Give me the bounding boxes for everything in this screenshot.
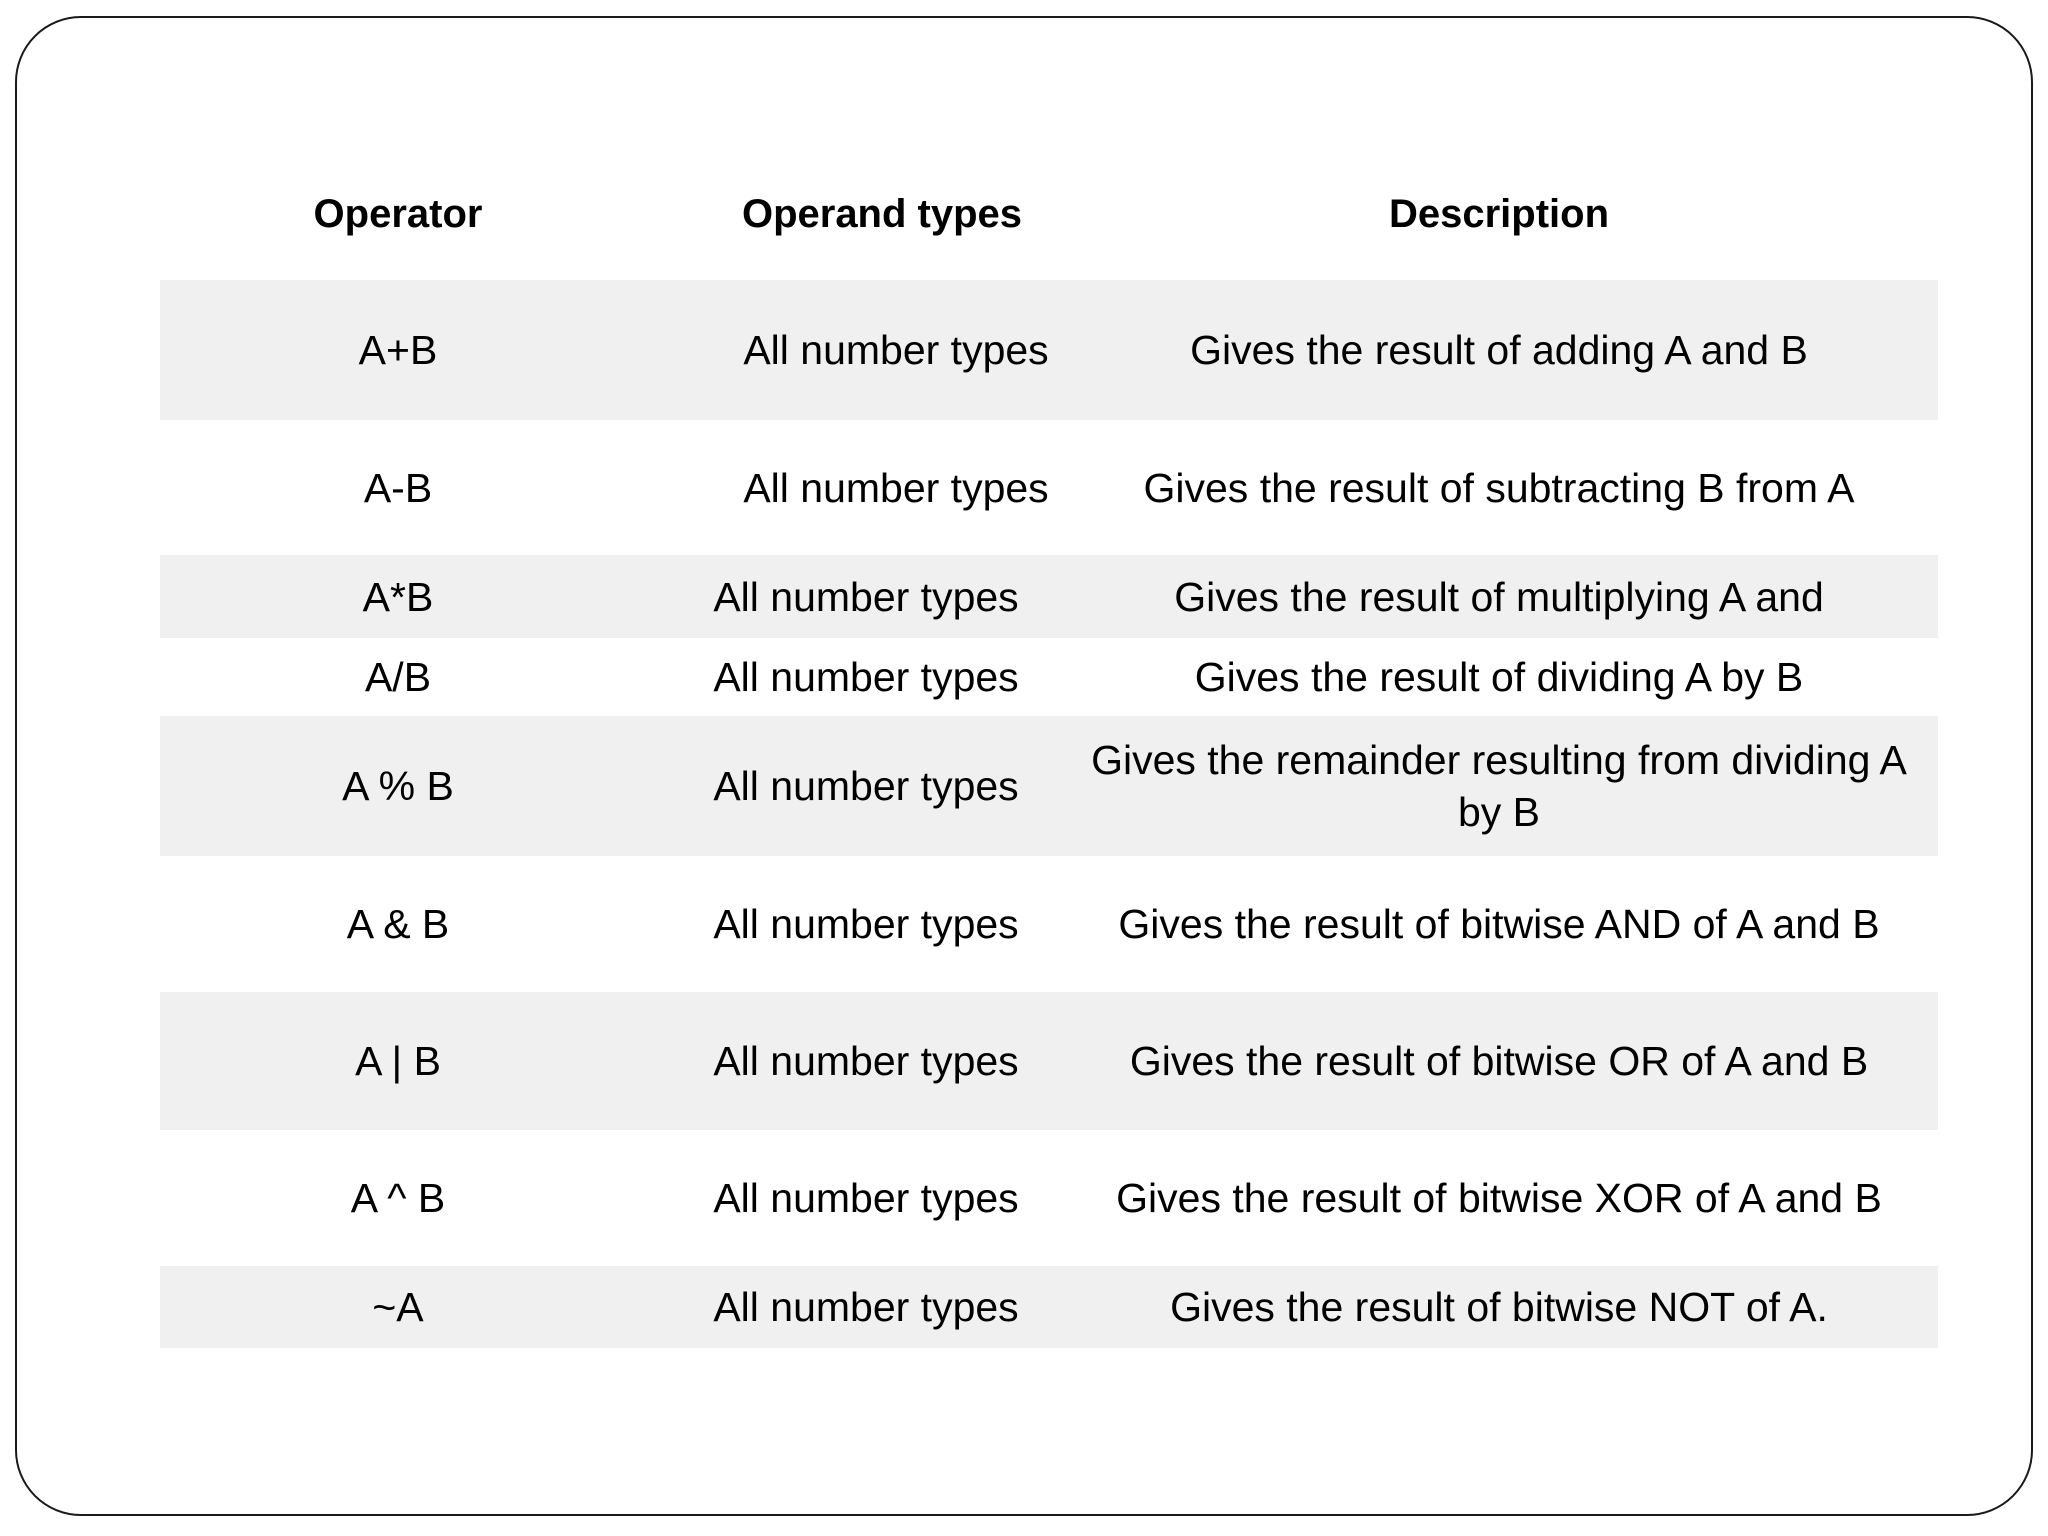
description-cell: Gives the result of bitwise OR of A and B <box>1129 1038 1869 1084</box>
table-row <box>160 1266 1938 1348</box>
description-cell: Gives the result of bitwise XOR of A and B <box>1116 1175 1882 1221</box>
operator-cell: A+B <box>358 327 438 373</box>
operand-types-cell: All number types <box>713 1175 1019 1221</box>
operand-types-cell: All number types <box>743 464 1049 511</box>
operand-types-cell: All number types <box>713 1284 1019 1330</box>
description-cell: Gives the result of bitwise NOT of A. <box>1170 1284 1828 1330</box>
operator-cell: A/B <box>364 654 432 700</box>
table-row <box>160 856 1938 992</box>
operators-table <box>160 148 1938 1348</box>
operand-types-cell: All number types <box>713 901 1019 947</box>
description-cell: Gives the result of dividing A by B <box>1194 654 1804 700</box>
operator-cell: A ^ B <box>350 1175 446 1221</box>
operator-cell: ~A <box>372 1284 424 1330</box>
header-description: Description <box>1388 192 1610 236</box>
operator-cell: A-B <box>363 464 433 511</box>
description-cell: Gives the result of bitwise AND of A and B <box>1118 901 1880 947</box>
description-cell: Gives the remainder resulting from dividing A by B <box>1091 737 1907 835</box>
operand-types-cell: All number types <box>713 1038 1019 1084</box>
operator-cell: A % B <box>342 763 454 809</box>
operator-cell: A | B <box>355 1038 441 1084</box>
table-row <box>160 638 1938 716</box>
header-operator: Operator <box>313 192 483 236</box>
operand-types-cell: All number types <box>713 763 1019 809</box>
table-row <box>160 716 1938 856</box>
description-cell: Gives the result of subtracting B from A <box>1143 464 1855 511</box>
operator-cell: A*B <box>362 573 434 620</box>
table-row <box>160 420 1938 555</box>
operator-cell: A & B <box>346 901 450 947</box>
operand-types-cell: All number types <box>743 327 1049 373</box>
description-cell: Gives the result of adding A and B <box>1190 327 1808 373</box>
header-operand-types: Operand types <box>741 192 1023 236</box>
table-header <box>160 148 1938 280</box>
table-row <box>160 992 1938 1130</box>
description-cell: Gives the result of multiplying A and <box>1174 573 1824 620</box>
table-row <box>160 555 1938 638</box>
table-row <box>160 1130 1938 1266</box>
operand-types-cell: All number types <box>713 573 1019 620</box>
table-row <box>160 280 1938 420</box>
operand-types-cell: All number types <box>713 654 1019 700</box>
